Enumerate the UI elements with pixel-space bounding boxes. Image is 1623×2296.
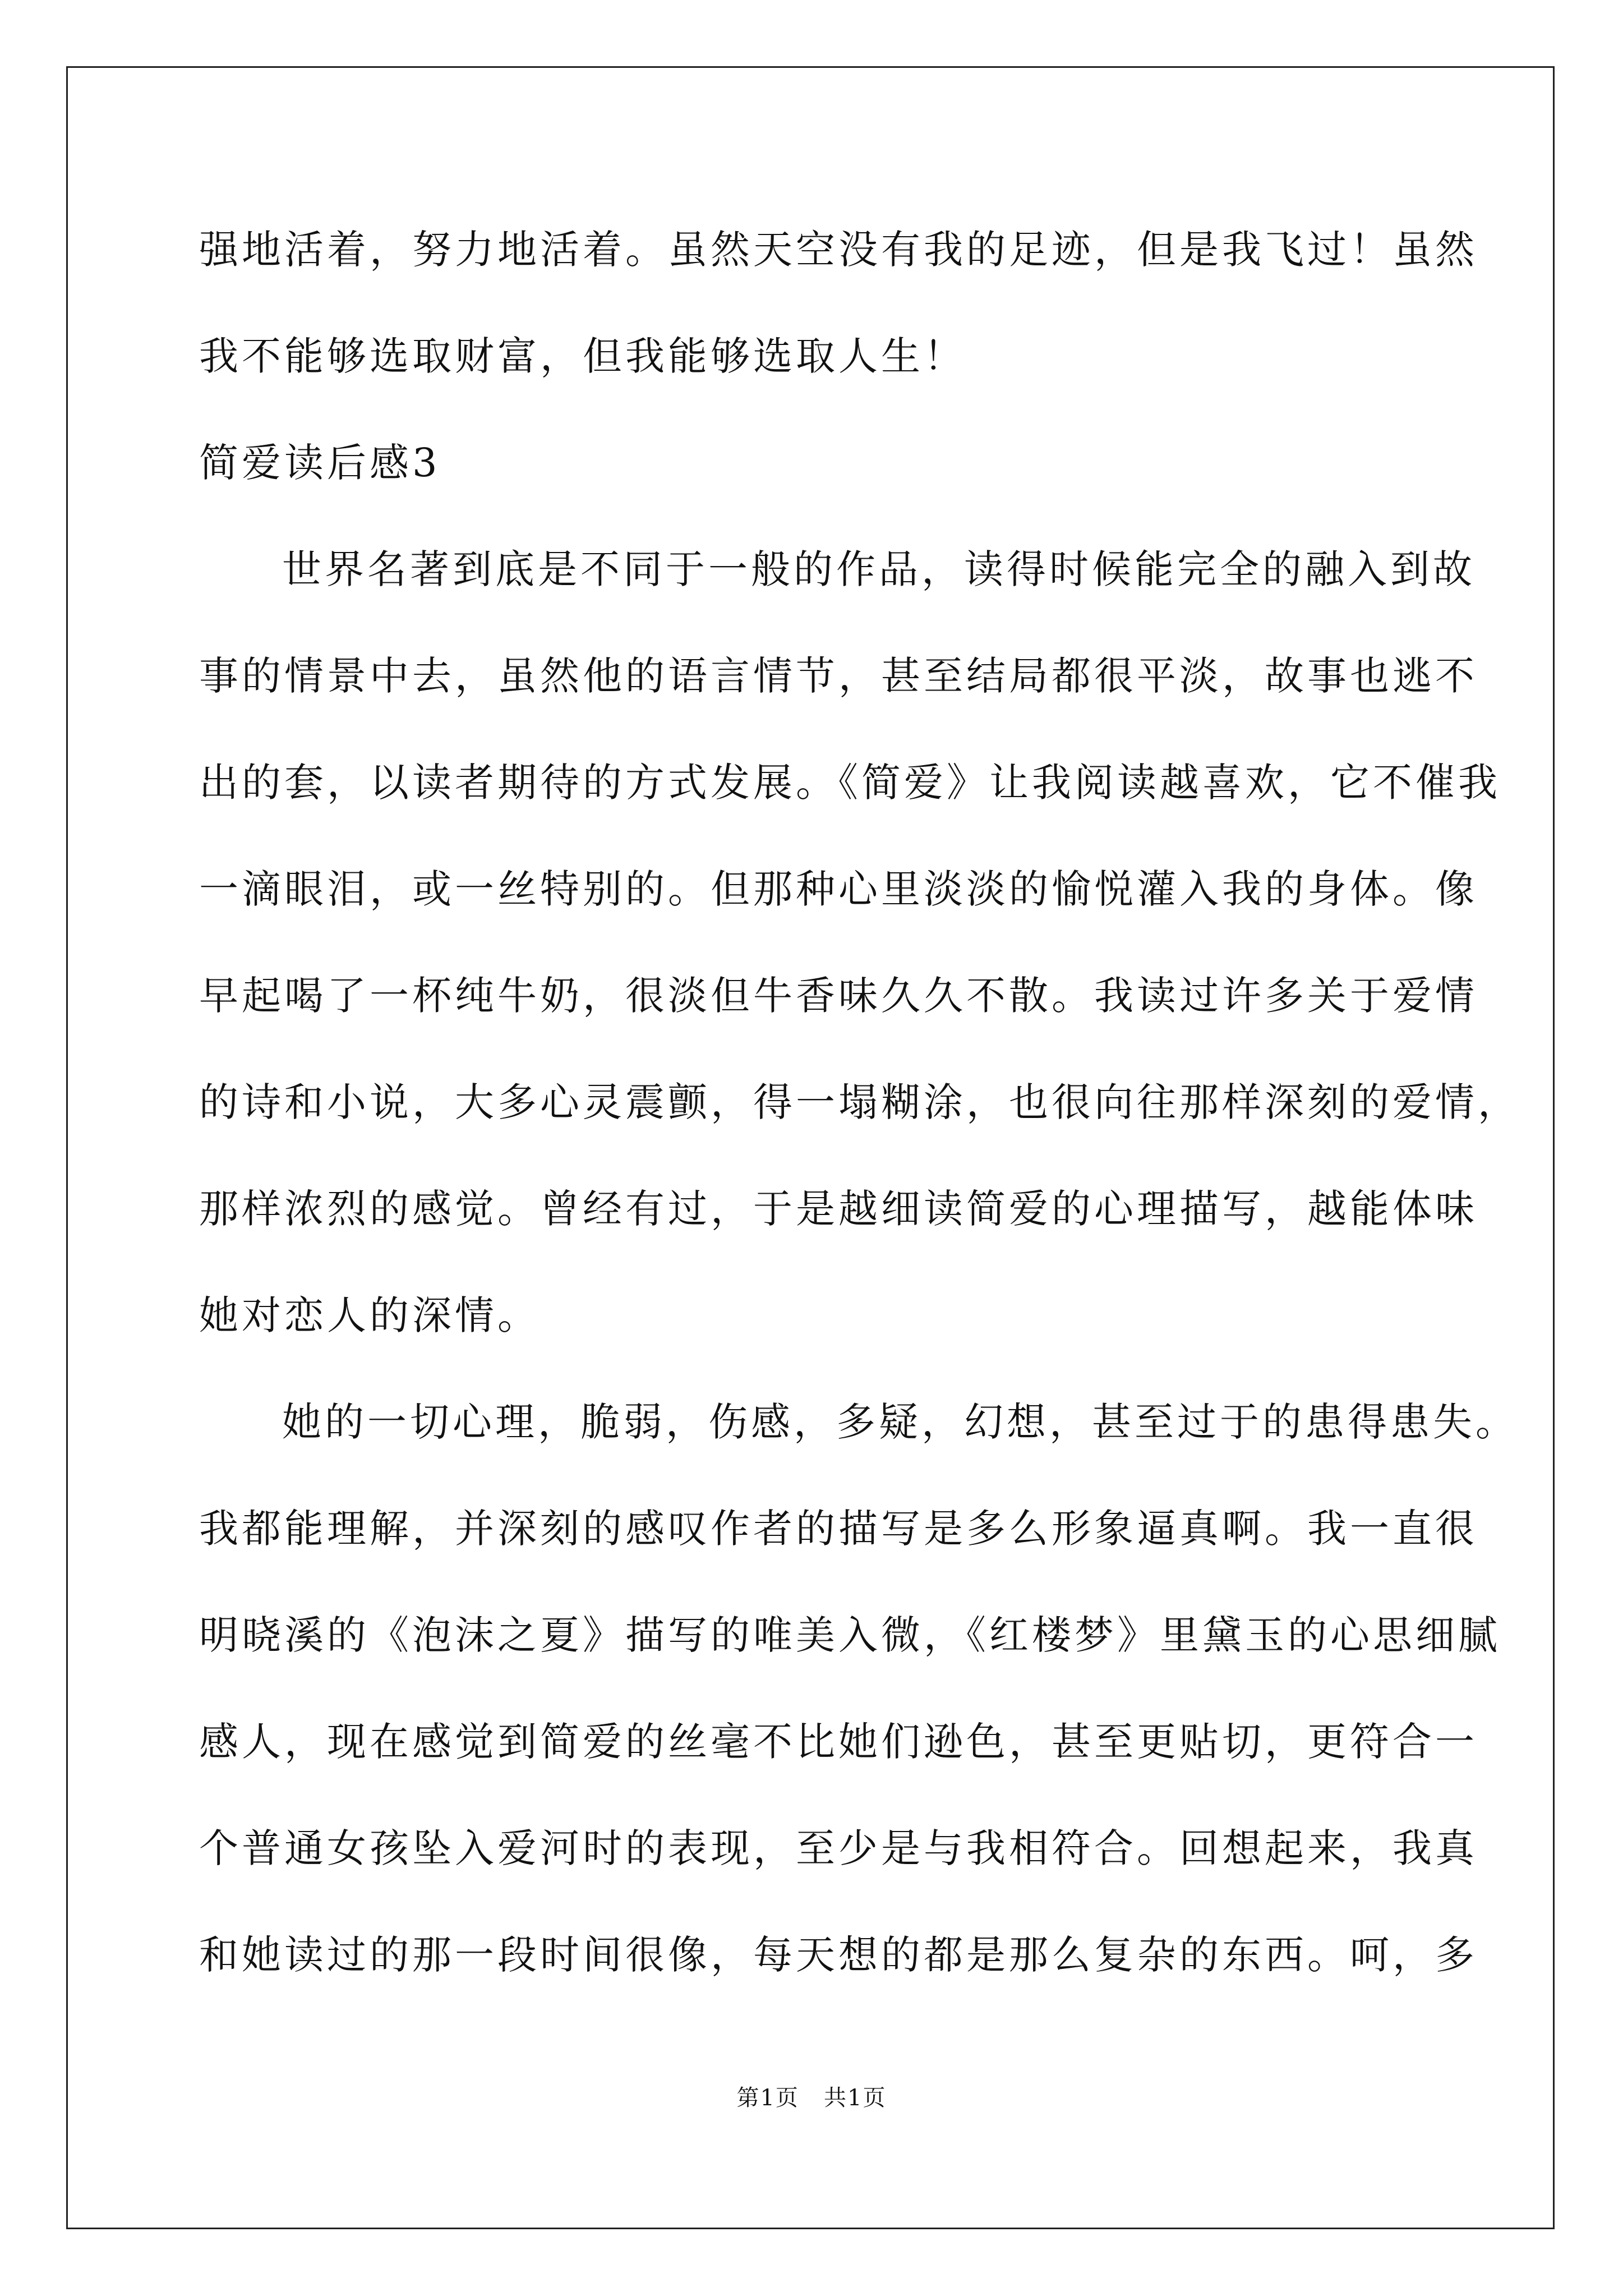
text-line: 明晓溪的《泡沫之夏》描写的唯美入微，《红楼梦》里黛玉的心思细腻 [199,1612,1501,1658]
text-line: 强地活着，努力地活着。虽然天空没有我的足迹，但是我飞过！虽然 [199,227,1478,273]
text-line: 的诗和小说，大多心灵震颤，得一塌糊涂，也很向往那样深刻的爱情， [199,1079,1520,1125]
text-line: 那样浓烈的感觉。曾经有过，于是越细读简爱的心理描写，越能体味 [199,1186,1478,1232]
text-line: 我不能够选取财富，但我能够选取人生！ [199,333,966,379]
paragraph-first-line: 世界名著到底是不同于一般的作品，读得时候能完全的融入到故 [282,546,1476,592]
text-line: 个普通女孩坠入爱河时的表现，至少是与我相符合。回想起来，我真 [199,1825,1478,1871]
text-line: 一滴眼泪，或一丝特别的。但那种心里淡淡的愉悦灌入我的身体。像 [199,866,1478,912]
paragraph-first-line: 她的一切心理，脆弱，伤感，多疑，幻想，甚至过于的患得患失。 [282,1399,1518,1445]
page-number-footer: 第1页 共1页 [736,2085,887,2111]
text-line: 她对恋人的深情。 [199,1292,540,1338]
text-line: 和她读过的那一段时间很像，每天想的都是那么复杂的东西。呵，多 [199,1932,1478,1978]
document-body [199,222,1520,2033]
text-line: 感人，现在感觉到简爱的丝毫不比她们逊色，甚至更贴切，更符合一 [199,1719,1478,1765]
text-line: 我都能理解，并深刻的感叹作者的描写是多么形象逼真啊。我一直很 [199,1506,1478,1552]
text-line: 事的情景中去，虽然他的语言情节，甚至结局都很平淡，故事也逃不 [199,653,1478,699]
text-line: 出的套，以读者期待的方式发展。《简爱》让我阅读越喜欢，它不催我 [199,760,1501,806]
section-heading: 简爱读后感3 [199,440,441,486]
text-line: 早起喝了一杯纯牛奶，很淡但牛香味久久不散。我读过许多关于爱情 [199,973,1478,1019]
